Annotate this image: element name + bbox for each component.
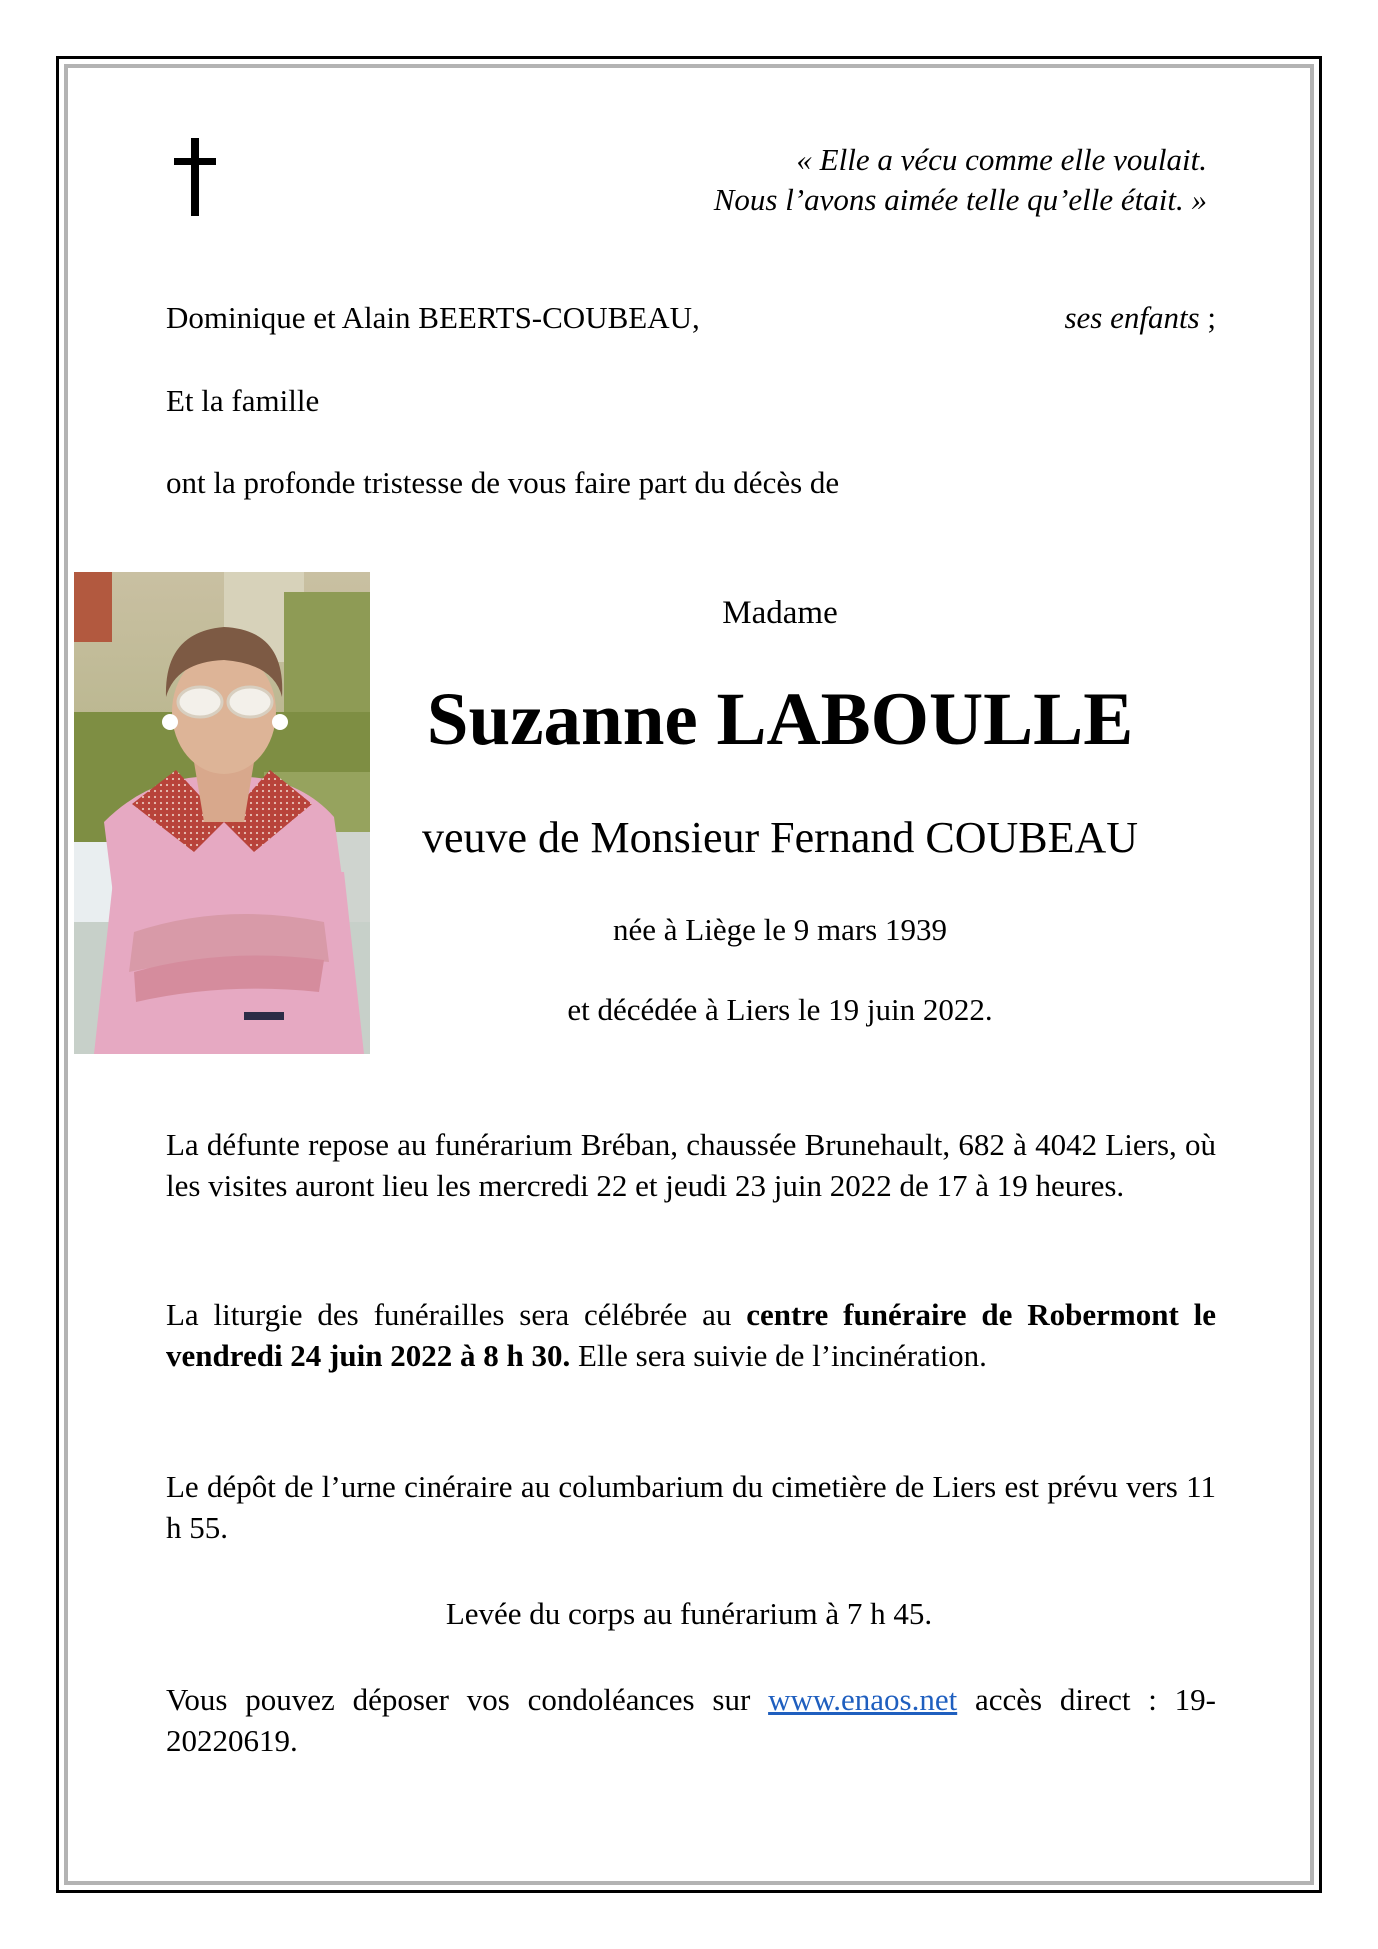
cross-icon [170,138,222,216]
family-line: Et la famille [166,383,320,418]
birth-info: née à Liège le 9 mars 1939 [613,912,947,947]
widow-of: veuve de Monsieur Fernand COUBEAU [421,813,1139,862]
liturgy-text-end: Elle sera suivie de l’incinération. [570,1338,987,1373]
children-role-text: ses enfants [1064,300,1200,335]
announcement: ont la profonde tristesse de vous faire part du décès de [166,465,840,500]
children-role [1064,298,1216,338]
deceased-title: Madame [722,595,838,631]
deceased-name: Suzanne LABOULLE [426,678,1134,761]
visitation-paragraph: La défunte repose au funérarium Bréban, chaussée Brunehault, 682 à 4042 Liers, où les visites auront lieu les mercredi 22 et jeudi 23 juin 2022 de 17 à 19 heures. [166,1127,1216,1203]
condolences-link[interactable]: www.enaos.net [768,1682,958,1717]
liturgy-text-start: La liturgie des funérailles sera célébrée au [166,1297,747,1332]
levee-line: Levée du corps au funérarium à 7 h 45. [445,1596,933,1631]
epigraph-line-2: Nous l’avons aimée telle qu’elle était. » [713,182,1207,217]
children-role-punct: ; [1199,300,1216,335]
children-names: Dominique et Alain BEERTS-COUBEAU, [166,300,700,335]
portrait-photo-image [74,572,370,1054]
condolences-text-start: Vous pouvez déposer vos condoléances sur [166,1682,769,1717]
condolences-text-end: accès direct : 19-20220619. [166,1682,1216,1758]
epigraph-line-1: « Elle a vécu comme elle voulait. [796,142,1207,177]
epigraph [507,140,1207,220]
death-info: et décédée à Liers le 19 juin 2022. [567,992,993,1027]
liturgy-paragraph [166,1294,1216,1376]
condolences-paragraph [166,1679,1216,1761]
liturgy-location-time: centre funéraire de Robermont le vendredi 24 juin 2022 à 8 h 30. [166,1297,1217,1373]
urn-paragraph: Le dépôt de l’urne cinéraire au columbarium du cimetière de Liers est prévu vers 11 h 55. [166,1469,1216,1545]
portrait-photo [74,572,370,1054]
